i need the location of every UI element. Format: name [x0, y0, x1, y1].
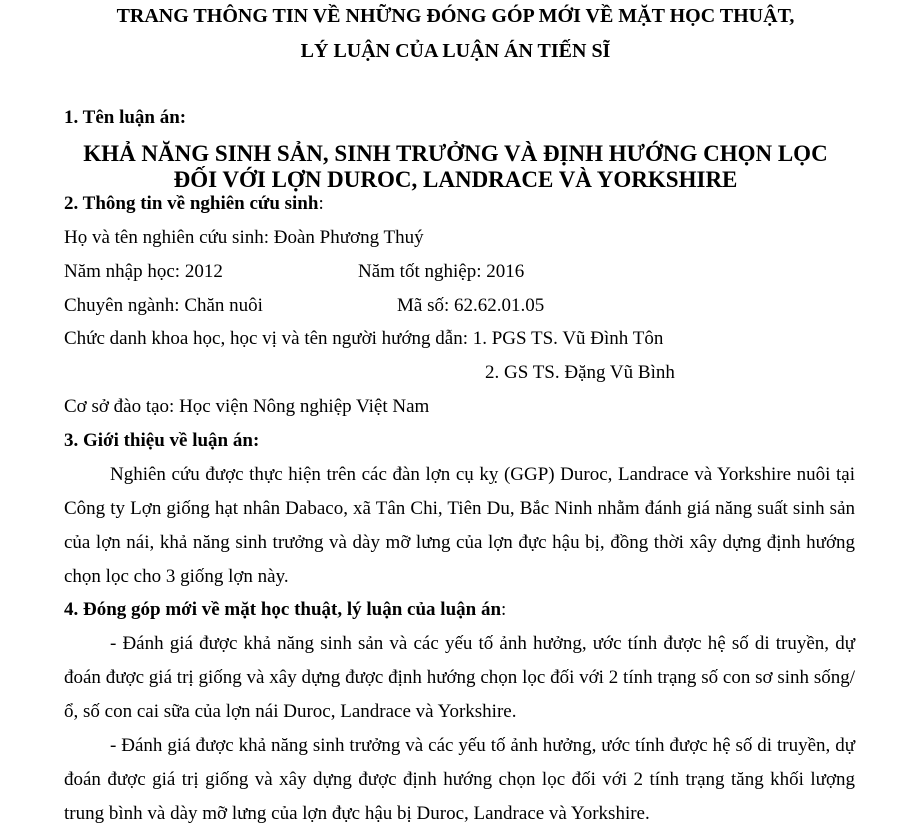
thesis-title-line1: KHẢ NĂNG SINH SẢN, SINH TRƯỞNG VÀ ĐỊNH HƯỚNG CHỌN LỌC — [83, 141, 828, 166]
section1-heading: 1. Tên luận án: — [64, 107, 187, 128]
section4-heading-text: 4. Đóng góp mới về mặt học thuật, lý luận của luận án — [64, 599, 502, 620]
grad-year: Năm tốt nghiệp: 2016 — [358, 261, 525, 282]
institution: Cơ sở đào tạo: Học viện Nông nghiệp Việt Nam — [64, 396, 430, 417]
advisor-2: 2. GS TS. Đặng Vũ Bình — [485, 362, 675, 383]
page-title-line1: TRANG THÔNG TIN VỀ NHỮNG ĐÓNG GÓP MỚI VỀ MẶT HỌC THUẬT, — [116, 5, 795, 27]
student-name: Họ và tên nghiên cứu sinh: Đoàn Phương Thuý — [64, 227, 424, 248]
section2-heading-colon: : — [318, 193, 324, 214]
section4-paragraph-1: - Đánh giá được khả năng sinh sản và các yếu tố ảnh hưởng, ước tính được hệ số di truyền, dự đoán được giá trị giống và xây dựng được định hướng chọn lọc đối với 2 tính trạng số con sơ sinh sống/ổ, số con cai sữa của lợn nái Duroc, Landrace và Yorkshire. — [64, 633, 855, 722]
section2-heading — [64, 193, 324, 215]
section3-heading: 3. Giới thiệu về luận án: — [64, 430, 260, 451]
section4-paragraph-2: - Đánh giá được khả năng sinh trưởng và các yếu tố ảnh hưởng, ước tính được hệ số di truyền, dự đoán được giá trị giống và xây dựng được định hướng chọn lọc đối với 2 tính trạng tăng khối lượng trung bình và dày mỡ lưng của lợn đực hậu bị Duroc, Landrace và Yorkshire. — [64, 735, 855, 824]
major-code: Mã số: 62.62.01.05 — [397, 295, 545, 316]
section4-heading-colon: : — [501, 599, 507, 620]
section2-heading-text: 2. Thông tin về nghiên cứu sinh — [64, 193, 319, 214]
section3-body: Nghiên cứu được thực hiện trên các đàn lợn cụ kỵ (GGP) Duroc, Landrace và Yorkshire nuôi tại Công ty Lợn giống hạt nhân Dabaco, xã Tân Chi, Tiên Du, Bắc Ninh nhằm đánh giá năng suất sinh sản của lợn nái, khả năng sinh trưởng và dày mỡ lưng của lợn đực hậu bị, đồng thời xây dựng định hướng chọn lọc cho 3 giống lợn này. — [64, 464, 855, 587]
thesis-title-line2: ĐỐI VỚI LỢN DUROC, LANDRACE VÀ YORKSHIRE — [173, 167, 738, 192]
major: Chuyên ngành: Chăn nuôi — [64, 295, 263, 316]
start-year: Năm nhập học: 2012 — [64, 261, 223, 282]
section4-heading — [64, 599, 506, 621]
advisors: Chức danh khoa học, học vị và tên người hướng dẫn: 1. PGS TS. Vũ Đình Tôn — [64, 328, 664, 349]
page-title-line2: LÝ LUẬN CỦA LUẬN ÁN TIẾN SĨ — [300, 40, 611, 62]
